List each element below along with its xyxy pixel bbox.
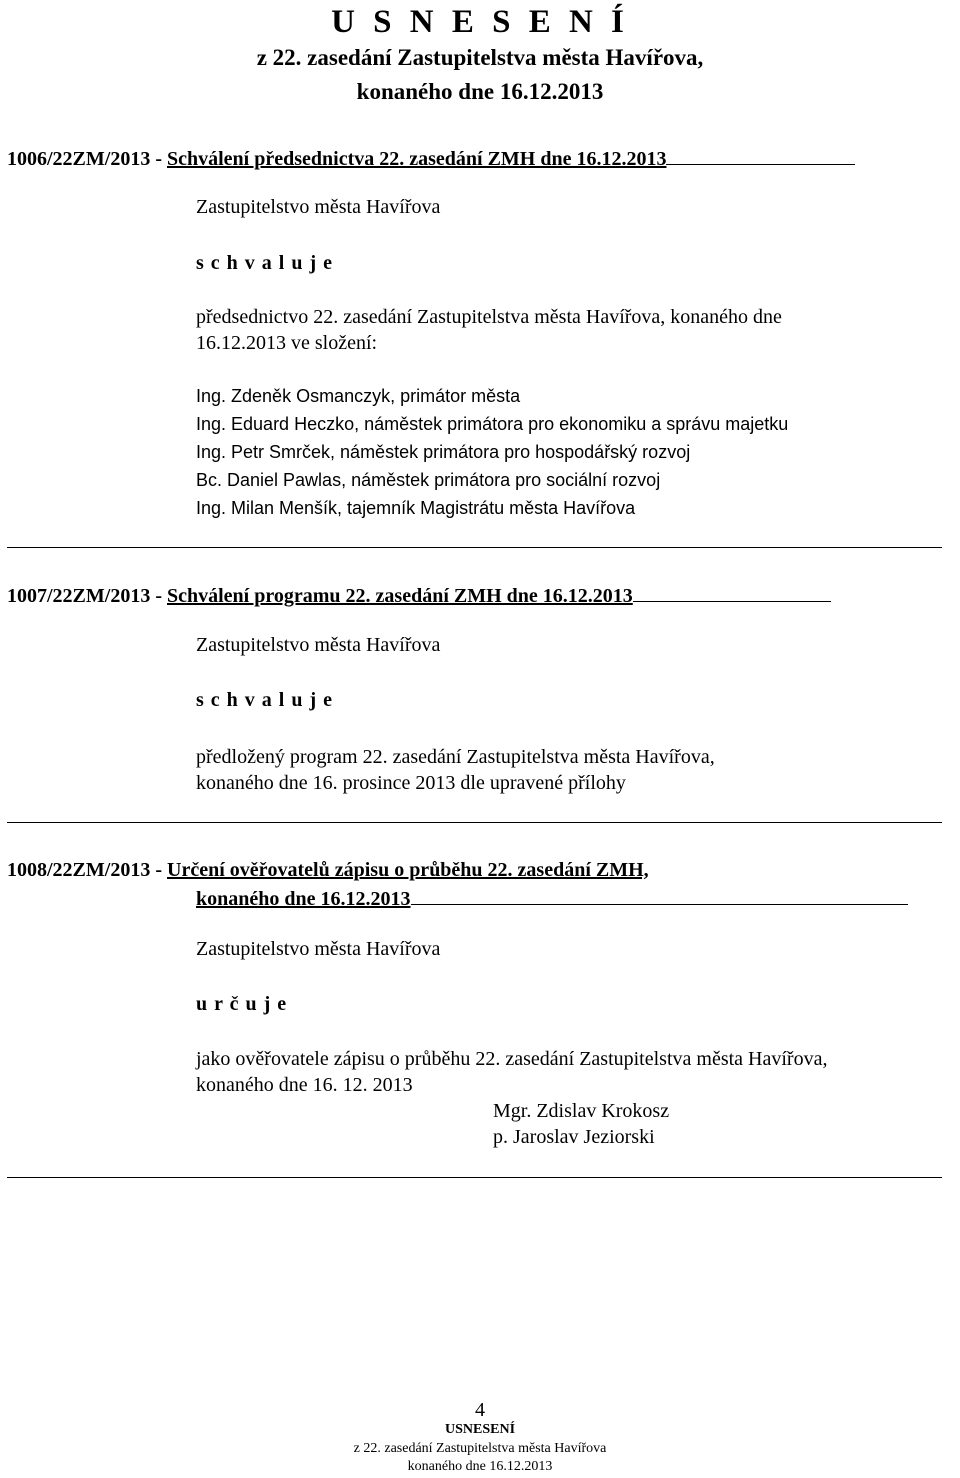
underline-fill [633, 581, 831, 602]
resolution-title: Schválení programu 22. zasedání ZMH dne 16.12.2013 [167, 585, 633, 607]
resolution-verb: s c h v a l u j e [196, 689, 333, 711]
resolution-text: předsednictvo 22. zasedání Zastupitelstva města Havířova, konaného dne [196, 306, 782, 328]
verifier-name: Mgr. Zdislav Krokosz [493, 1100, 670, 1122]
resolution-1007-heading [7, 581, 831, 608]
document-subtitle: z 22. zasedání Zastupitelstva města Havířova, [256, 45, 704, 70]
council-name: Zastupitelstvo města Havířova [196, 938, 441, 960]
underline-fill [411, 884, 908, 905]
document-title: U S N E S E N Í [331, 4, 629, 40]
resolution-verb: s c h v a l u j e [196, 252, 333, 274]
resolution-title: Schválení předsednictva 22. zasedání ZMH dne 16.12.2013 [167, 148, 667, 170]
resolution-number: 1006/22ZM/2013 - [7, 148, 167, 170]
resolution-text: konaného dne 16. prosince 2013 dle upravené přílohy [196, 772, 626, 794]
member-item: Ing. Eduard Heczko, náměstek primátora pro ekonomiku a správu majetku [196, 414, 789, 434]
resolution-text: jako ověřovatele zápisu o průběhu 22. zasedání Zastupitelstva města Havířova, [196, 1048, 828, 1070]
verifier-name: p. Jaroslav Jeziorski [493, 1126, 655, 1148]
member-item: Ing. Milan Menšík, tajemník Magistrátu města Havířova [196, 498, 636, 518]
resolution-1008-heading-line2 [196, 884, 908, 911]
section-divider [7, 547, 942, 548]
member-item: Ing. Zdeněk Osmanczyk, primátor města [196, 386, 521, 406]
page-number: 4 [475, 1399, 485, 1421]
resolution-text: předložený program 22. zasedání Zastupitelstva města Havířova, [196, 746, 715, 768]
footer-label: USNESENÍ [444, 1422, 516, 1437]
resolution-title-cont: konaného dne 16.12.2013 [196, 888, 411, 910]
resolution-text: konaného dne 16. 12. 2013 [196, 1074, 413, 1096]
council-name: Zastupitelstvo města Havířova [196, 196, 441, 218]
resolution-text: 16.12.2013 ve složení: [196, 332, 378, 354]
member-item: Bc. Daniel Pawlas, náměstek primátora pro sociální rozvoj [196, 470, 661, 490]
section-divider [7, 1177, 942, 1178]
resolution-1008-heading [7, 858, 649, 882]
member-item: Ing. Petr Smrček, náměstek primátora pro hospodářský rozvoj [196, 442, 691, 462]
resolution-number: 1008/22ZM/2013 - [7, 859, 167, 881]
resolution-number: 1007/22ZM/2013 - [7, 585, 167, 607]
resolution-title: Určení ověřovatelů zápisu o průběhu 22. zasedání ZMH, [167, 859, 649, 881]
document-date: konaného dne 16.12.2013 [356, 79, 604, 104]
resolution-verb: u r č u j e [196, 993, 288, 1015]
footer-line1: z 22. zasedání Zastupitelstva města Havířova [353, 1441, 607, 1456]
section-divider [7, 822, 942, 823]
council-name: Zastupitelstvo města Havířova [196, 634, 441, 656]
footer-line2: konaného dne 16.12.2013 [407, 1459, 553, 1474]
resolution-1006-heading [7, 144, 855, 171]
underline-fill [666, 144, 855, 165]
